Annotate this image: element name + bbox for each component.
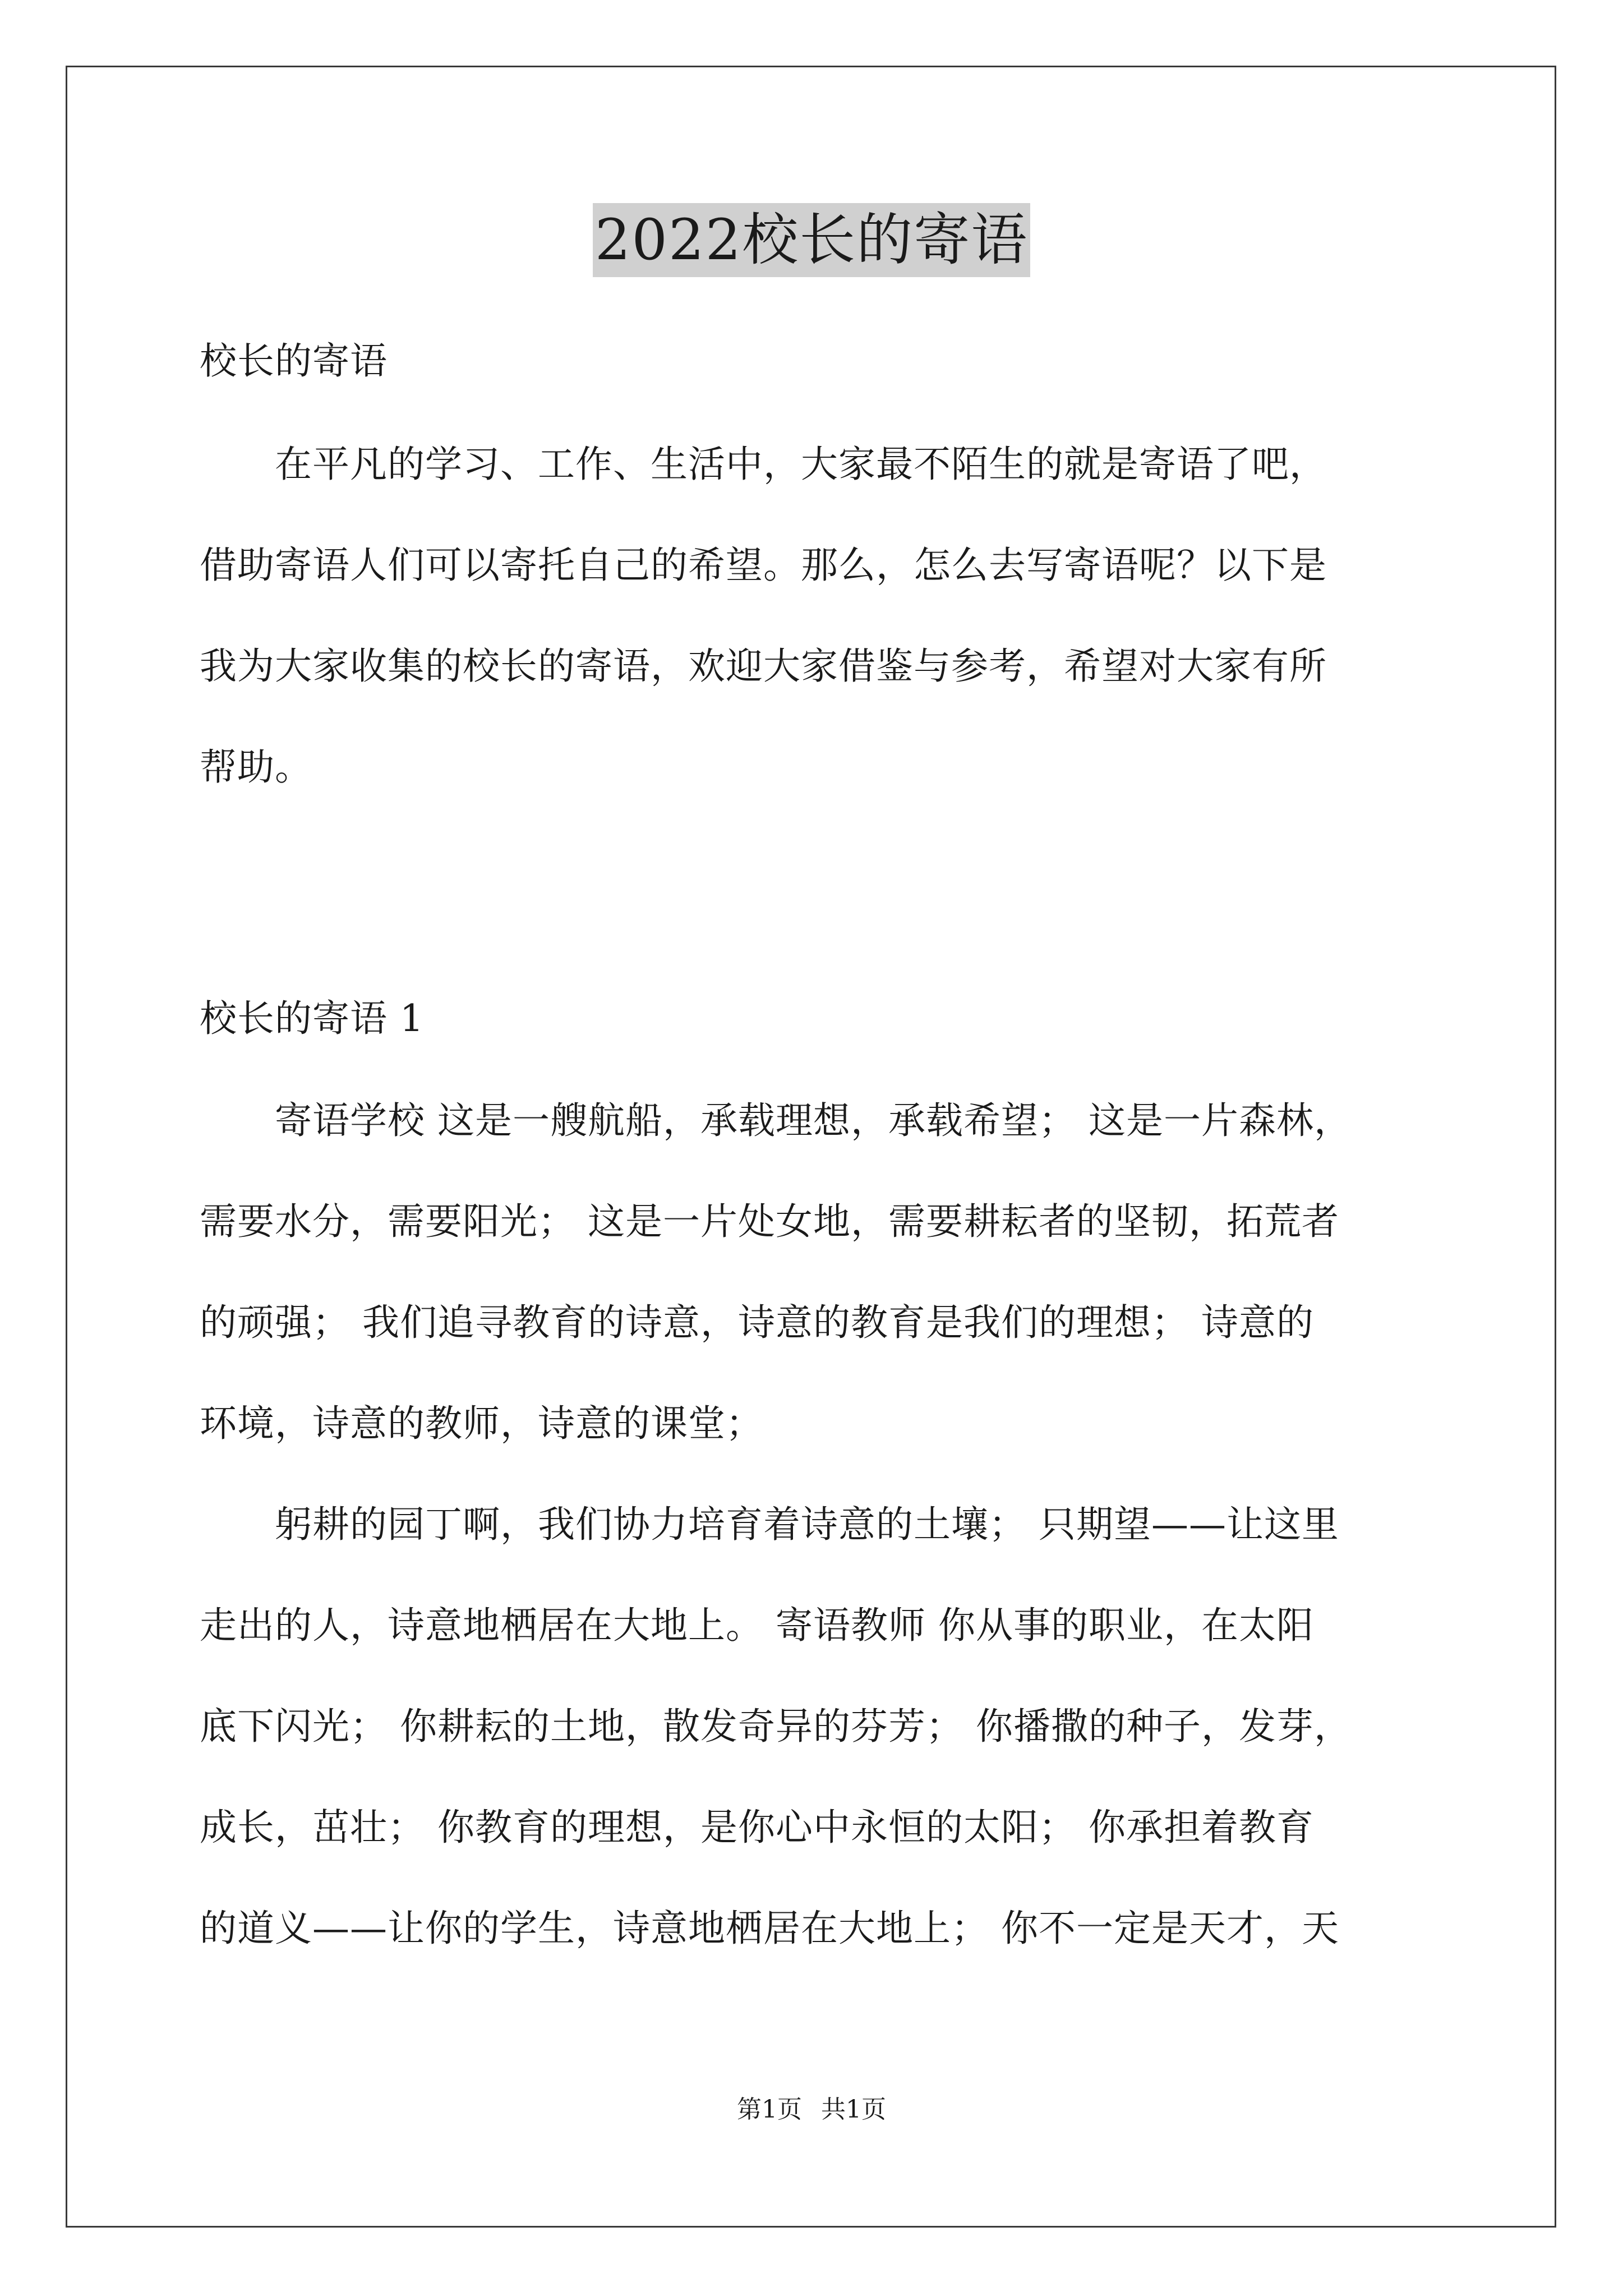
intro-line: 借助寄语人们可以寄托自己的希望。那么，怎么去写寄语呢？以下是 bbox=[200, 544, 1327, 587]
body-line: 走出的人，诗意地栖居在大地上。 寄语教师 你从事的职业，在太阳 bbox=[200, 1604, 1314, 1647]
body-line: 躬耕的园丁啊，我们协力培育着诗意的土壤； 只期望——让这里 bbox=[200, 1503, 1339, 1546]
intro-paragraph bbox=[200, 439, 1433, 843]
title-container bbox=[0, 203, 1623, 277]
body-line: 的顽强； 我们追寻教育的诗意，诗意的教育是我们的理想； 诗意的 bbox=[200, 1301, 1314, 1344]
section-heading: 校长的寄语 1 bbox=[200, 997, 424, 1040]
section-body bbox=[200, 1095, 1433, 2004]
page-footer bbox=[0, 2093, 1623, 2127]
document-title: 2022校长的寄语 bbox=[593, 203, 1031, 277]
body-line: 寄语学校 这是一艘航船，承载理想，承载希望； 这是一片森林， bbox=[200, 1099, 1352, 1142]
intro-line: 我为大家收集的校长的寄语，欢迎大家借鉴与参考，希望对大家有所 bbox=[200, 645, 1327, 688]
document-subtitle: 校长的寄语 bbox=[200, 339, 388, 383]
page-number-current: 第1页 bbox=[737, 2095, 802, 2124]
body-line: 需要水分，需要阳光； 这是一片处女地，需要耕耘者的坚韧，拓荒者 bbox=[200, 1200, 1339, 1243]
body-line: 环境，诗意的教师，诗意的课堂； bbox=[200, 1402, 763, 1445]
intro-line: 在平凡的学习、工作、生活中，大家最不陌生的就是寄语了吧， bbox=[200, 443, 1327, 486]
page-number-total: 共1页 bbox=[821, 2095, 886, 2124]
body-line: 底下闪光； 你耕耘的土地，散发奇异的芬芳； 你播撒的种子，发芽， bbox=[200, 1705, 1352, 1748]
body-line: 的道义——让你的学生，诗意地栖居在大地上； 你不一定是天才，天 bbox=[200, 1907, 1339, 1950]
body-line: 成长，茁壮； 你教育的理想，是你心中永恒的太阳； 你承担着教育 bbox=[200, 1806, 1314, 1849]
intro-line: 帮助。 bbox=[200, 746, 312, 789]
